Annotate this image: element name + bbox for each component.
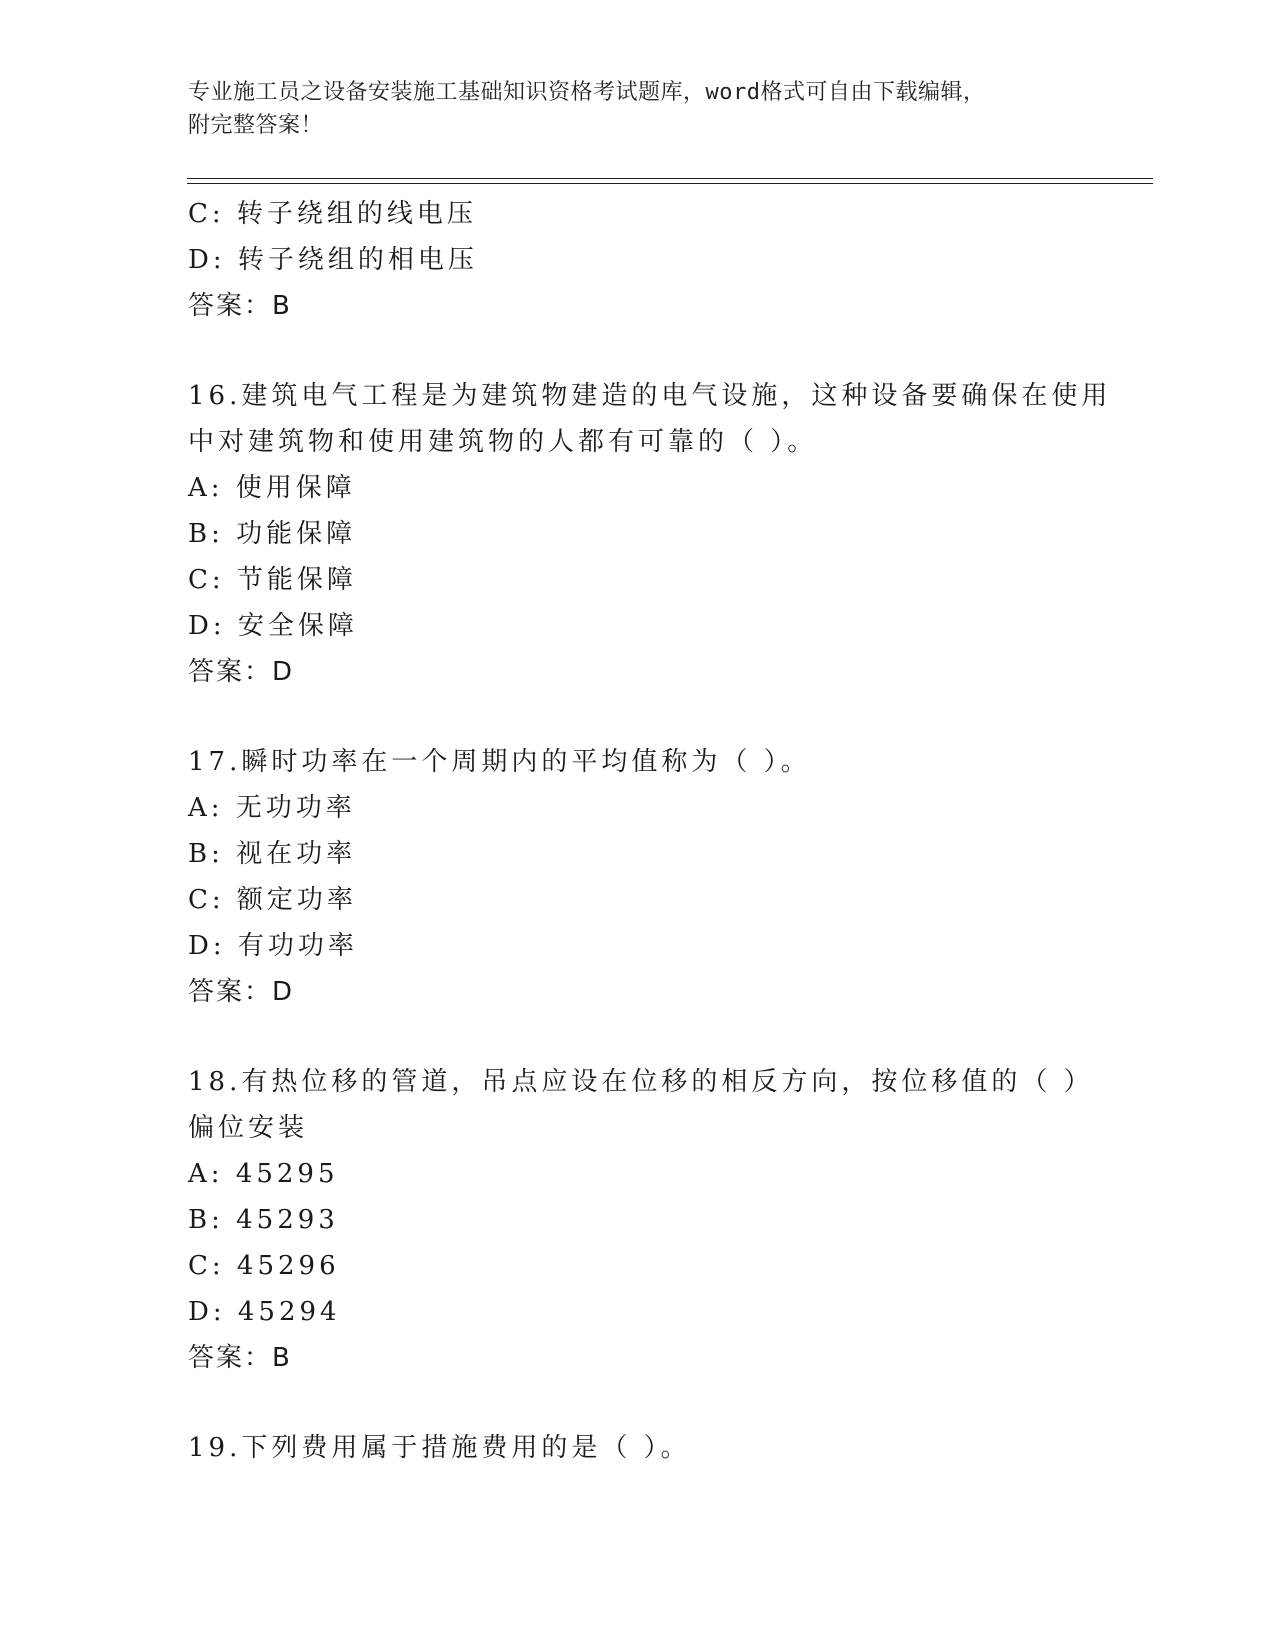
answer: 答案：D: [188, 657, 295, 687]
answer: 答案：B: [188, 1343, 292, 1373]
option-d: D: 转子绕组的相电压: [188, 245, 478, 275]
question-text: 16.建筑电气工程是为建筑物建造的电气设施，这种设备要确保在使用: [188, 381, 1112, 411]
question-text: 17.瞬时功率在一个周期内的平均值称为（ ）。: [188, 747, 811, 777]
document-header: [188, 76, 1088, 142]
option-d: D: 45294: [188, 1297, 341, 1327]
answer: 答案：B: [188, 291, 292, 321]
header-divider-top: [187, 178, 1153, 179]
question-18: [188, 1059, 1108, 1381]
header-divider-bottom: [187, 183, 1153, 184]
option-c: C: 转子绕组的线电压: [188, 199, 477, 229]
question-16: [188, 373, 1112, 695]
question-list: [188, 191, 1112, 1471]
question-17: [188, 739, 1108, 1015]
answer: 答案：D: [188, 977, 295, 1007]
question-text: 18.有热位移的管道，吊点应设在位移的相反方向，按位移值的（ ）: [188, 1067, 1094, 1097]
option-c: C: 节能保障: [188, 565, 357, 595]
header-line-2: 附完整答案！: [188, 113, 324, 138]
question-continued: [188, 191, 1108, 329]
option-d: D: 安全保障: [188, 611, 358, 641]
question-19: [188, 1425, 1108, 1471]
question-text: 中对建筑物和使用建筑物的人都有可靠的（ ）。: [188, 427, 818, 457]
question-text: 19.下列费用属于措施费用的是（ ）。: [188, 1433, 691, 1463]
option-b: B: 45293: [188, 1205, 339, 1235]
header-line-1: 专业施工员之设备安装施工基础知识资格考试题库，word格式可自由下载编辑，: [188, 80, 986, 105]
option-b: B: 视在功率: [188, 839, 357, 869]
option-c: C: 额定功率: [188, 885, 357, 915]
option-d: D: 有功功率: [188, 931, 358, 961]
question-text: 偏位安装: [188, 1113, 309, 1143]
option-a: A: 使用保障: [188, 473, 356, 503]
option-c: C: 45296: [188, 1251, 340, 1281]
option-a: A: 45295: [188, 1159, 339, 1189]
option-b: B: 功能保障: [188, 519, 357, 549]
option-a: A: 无功功率: [188, 793, 356, 823]
